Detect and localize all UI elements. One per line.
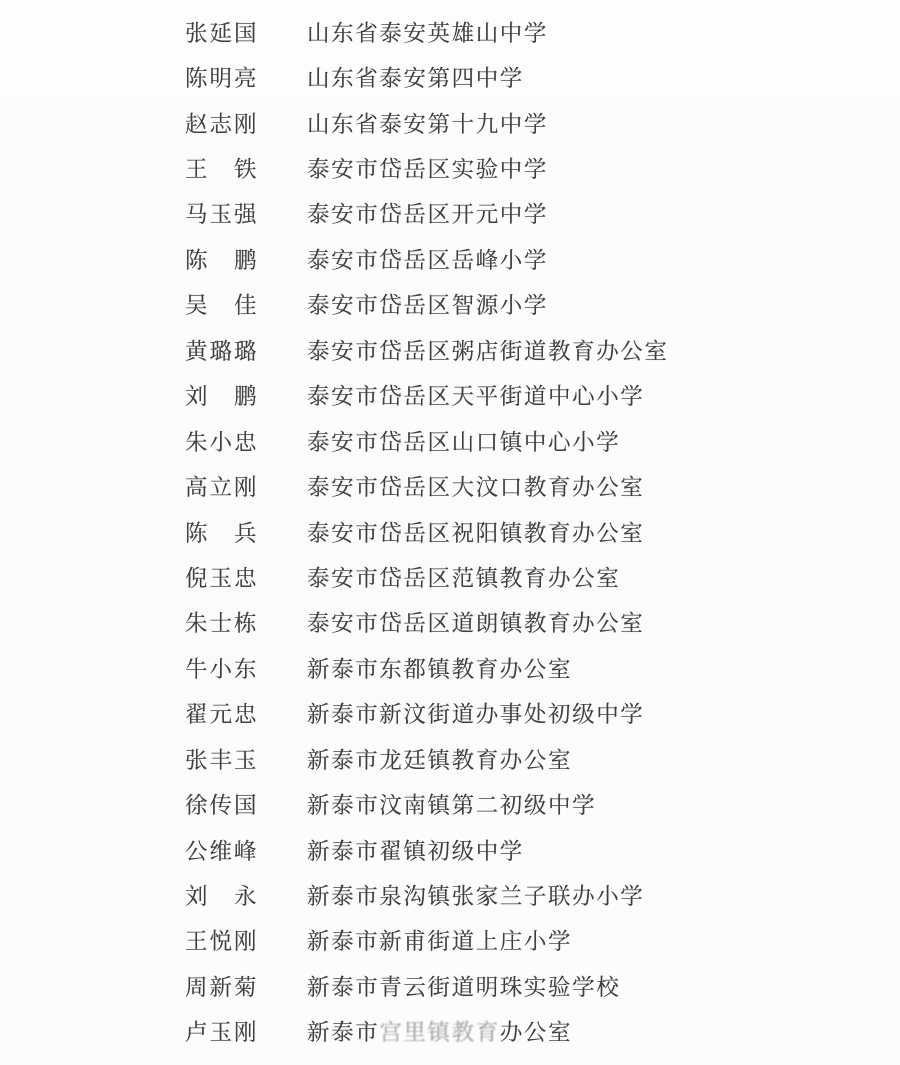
person-name: 陈 兵	[185, 520, 259, 546]
organization-name: 泰安市岱岳区开元中学	[307, 202, 549, 228]
table-row	[185, 100, 900, 145]
organization-name: 新泰市新甫街道上庄小学	[307, 929, 573, 955]
organization-name: 新泰市汶南镇第二初级中学	[307, 793, 597, 819]
organization-name: 新泰市龙廷镇教育办公室	[307, 747, 573, 773]
person-name: 赵志刚	[185, 111, 259, 137]
organization-name: 山东省泰安第四中学	[307, 66, 524, 92]
organization-name: 山东省泰安英雄山中学	[307, 20, 549, 46]
person-name: 王 铁	[185, 157, 259, 183]
table-row	[185, 963, 900, 1008]
person-name: 陈明亮	[185, 66, 259, 92]
table-row	[185, 9, 900, 54]
table-row	[185, 554, 900, 599]
organization-name: 泰安市岱岳区祝阳镇教育办公室	[307, 520, 645, 546]
organization-name: 泰安市岱岳区岳峰小学	[307, 247, 549, 273]
table-row	[185, 736, 900, 781]
person-name: 公维峰	[185, 838, 259, 864]
person-name: 朱士栋	[185, 611, 259, 637]
table-row	[185, 236, 900, 281]
organization-name: 泰安市岱岳区天平街道中心小学	[307, 384, 645, 410]
organization-name: 泰安市岱岳区山口镇中心小学	[307, 429, 621, 455]
person-name: 黄璐璐	[185, 338, 259, 364]
person-name: 倪玉忠	[185, 565, 259, 591]
person-name: 高立刚	[185, 475, 259, 501]
organization-name: 泰安市岱岳区粥店街道教育办公室	[307, 338, 669, 364]
organization-name: 山东省泰安第十九中学	[307, 111, 549, 137]
person-name: 刘 永	[185, 884, 259, 910]
organization-name: 泰安市岱岳区道朗镇教育办公室	[307, 611, 645, 637]
person-name: 朱小忠	[185, 429, 259, 455]
name-institution-roster	[185, 9, 900, 1054]
person-name: 张延国	[185, 20, 259, 46]
organization-name: 泰安市岱岳区实验中学	[307, 157, 549, 183]
table-row	[185, 1009, 900, 1054]
person-name: 刘 鹏	[185, 384, 259, 410]
person-name: 张丰玉	[185, 747, 259, 773]
person-name: 马玉强	[185, 202, 259, 228]
table-row	[185, 509, 900, 554]
person-name: 翟元忠	[185, 702, 259, 728]
person-name: 徐传国	[185, 793, 259, 819]
table-row	[185, 691, 900, 736]
person-name: 陈 鹏	[185, 247, 259, 273]
table-row	[185, 418, 900, 463]
organization-name: 新泰市泉沟镇张家兰子联办小学	[307, 884, 645, 910]
table-row	[185, 872, 900, 917]
table-row	[185, 463, 900, 508]
organization-name: 泰安市岱岳区大汶口教育办公室	[307, 475, 645, 501]
person-name: 吴 佳	[185, 293, 259, 319]
table-row	[185, 282, 900, 327]
table-row	[185, 645, 900, 690]
table-row	[185, 145, 900, 190]
organization-name: 泰安市岱岳区范镇教育办公室	[307, 565, 621, 591]
table-row	[185, 918, 900, 963]
organization-name-faded-segment: 宫里镇教育	[379, 1020, 500, 1046]
organization-name	[307, 1015, 572, 1047]
table-row	[185, 191, 900, 236]
organization-name: 新泰市青云街道明珠实验学校	[307, 974, 621, 1000]
organization-name: 新泰市翟镇初级中学	[307, 838, 524, 864]
organization-name: 新泰市东都镇教育办公室	[307, 656, 573, 682]
organization-name-segment: 新泰市	[307, 1020, 380, 1046]
person-name: 卢玉刚	[185, 1020, 259, 1046]
table-row	[185, 54, 900, 99]
person-name: 王悦刚	[185, 929, 259, 955]
table-row	[185, 827, 900, 872]
table-row	[185, 600, 900, 645]
organization-name: 新泰市新汶街道办事处初级中学	[307, 702, 645, 728]
table-row	[185, 781, 900, 826]
table-row	[185, 327, 900, 372]
table-row	[185, 373, 900, 418]
person-name: 周新菊	[185, 974, 259, 1000]
organization-name-segment: 办公室	[499, 1020, 573, 1046]
person-name: 牛小东	[185, 656, 259, 682]
organization-name: 泰安市岱岳区智源小学	[307, 293, 549, 319]
